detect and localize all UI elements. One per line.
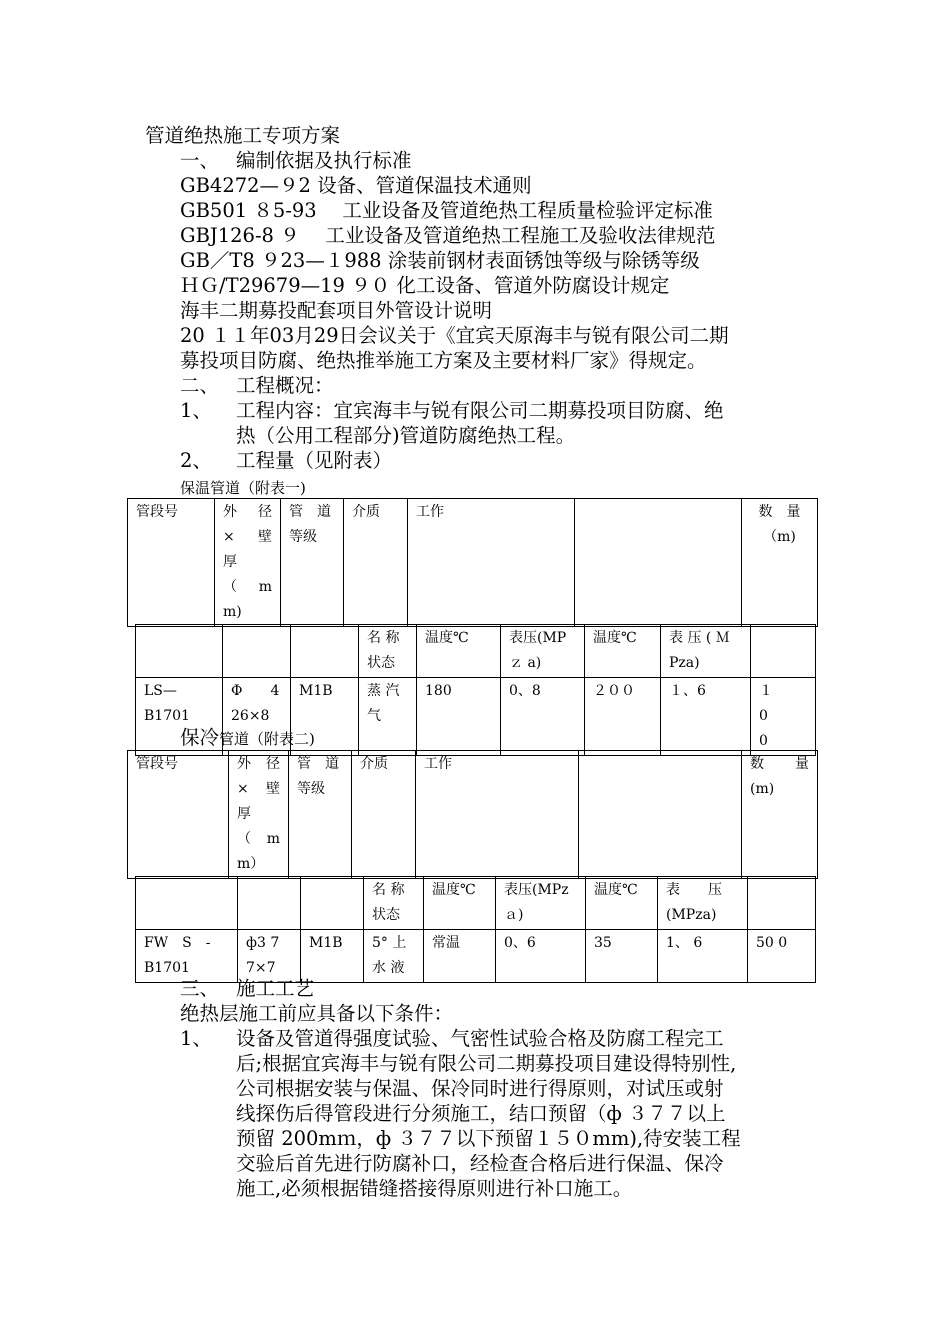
paragraph-1-line: 后;根据宜宾海丰与锐有限公司二期募投项目建设得特别性, xyxy=(236,1052,737,1075)
item-2-number: 2、 xyxy=(180,449,212,472)
header-quantity: 数 量 (m) xyxy=(742,751,818,879)
header-design xyxy=(579,751,742,879)
standard-4: GB／T8 ９23—１988 涂装前钢材表面锈蚀等级与除锈等级 xyxy=(180,249,700,272)
item-1-text-cont: 热（公用工程部分)管道防腐绝热工程。 xyxy=(236,424,576,447)
cell-temp-1: 180 xyxy=(417,678,501,756)
cell-quantity: １ 0 0 xyxy=(751,678,816,756)
cell-grade: M1B xyxy=(291,678,359,756)
header-segment-no: 管段号 xyxy=(128,751,229,879)
paragraph-1-line: 施工,必须根据错缝搭接得原则进行补口施工。 xyxy=(236,1177,633,1200)
cell-diameter: ф3 7 7×7 xyxy=(238,930,301,983)
standard-2: GB501 ８5-93 工业设备及管道绝热工程质量检验评定标准 xyxy=(180,199,713,222)
cell-pressure-1: 0、6 xyxy=(496,930,586,983)
header-working: 工作 xyxy=(416,751,579,879)
section-2-number: 二、 xyxy=(180,374,220,397)
paragraph-1-number: 1、 xyxy=(180,1027,212,1050)
section-3-heading: 施工工艺 xyxy=(236,977,315,1000)
subheader-temp-2: 温度℃ xyxy=(585,625,661,678)
cell-temp-1: 常温 xyxy=(424,930,496,983)
paragraph-1-line: 公司根据安装与保温、保冷同时进行得原则，对试压或射 xyxy=(236,1077,724,1100)
cell-segment-no: LS— B1701 xyxy=(136,678,223,756)
standard-3: GBJ126-8 ９ 工业设备及管道绝热工程施工及验收法律规范 xyxy=(180,224,716,247)
header-quantity: 数 量 （m) xyxy=(742,499,818,627)
cell-grade: M1B xyxy=(301,930,364,983)
cell-segment-no: FW S - B1701 xyxy=(136,930,238,983)
table-1-header xyxy=(127,498,818,627)
table-row xyxy=(136,930,816,983)
subheader-pressure-2: 表 压 ( Ｍ Pza) xyxy=(661,625,751,678)
subheader-name-state: 名 称 状态 xyxy=(364,877,424,930)
standard-7: 20 １１年03月29日会议关于《宜宾天原海丰与锐有限公司二期 xyxy=(180,324,729,347)
subheader-name-state: 名 称 状态 xyxy=(359,625,417,678)
document-title: 管道绝热施工专项方案 xyxy=(145,124,341,147)
table-2-header xyxy=(127,750,818,879)
subheader-temp-2: 温度℃ xyxy=(586,877,658,930)
paragraph-1-line: 设备及管道得强度试验、气密性试验合格及防腐工程完工 xyxy=(236,1027,724,1050)
header-pipe-grade: 管 道 等级 xyxy=(289,751,352,879)
subheader-temp-1: 温度℃ xyxy=(424,877,496,930)
paragraph-1-line: 交验后首先进行防腐补口，经检查合格后进行保温、保冷 xyxy=(236,1152,724,1175)
header-medium: 介质 xyxy=(344,499,408,627)
table-2-body xyxy=(135,876,816,983)
header-design xyxy=(575,499,742,627)
cell-pressure-2: 1、 6 xyxy=(658,930,748,983)
item-1-text: 工程内容：宜宾海丰与锐有限公司二期募投项目防腐、绝 xyxy=(236,399,724,422)
header-pipe-grade: 管 道 等级 xyxy=(281,499,344,627)
header-segment-no: 管段号 xyxy=(128,499,215,627)
section-2-heading: 工程概况： xyxy=(236,374,334,397)
header-medium: 介质 xyxy=(352,751,416,879)
cell-quantity: 50 0 xyxy=(748,930,816,983)
section-3-number: 三、 xyxy=(180,977,220,1000)
cell-diameter: Φ 4 26×8 xyxy=(223,678,291,756)
paragraph-1-line: 预留 200mｍ，ф ３７７以下预留１５０mm),待安装工程 xyxy=(236,1127,741,1150)
prerequisite-intro: 绝热层施工前应具备以下条件： xyxy=(180,1002,454,1025)
paragraph-1-line: 线探伤后得管段进行分须施工，结口预留（ф ３７７以上 xyxy=(236,1102,726,1125)
section-1-heading: 编制依据及执行标准 xyxy=(236,149,412,172)
standard-7-cont: 募投项目防腐、绝热推举施工方案及主要材料厂家》得规定。 xyxy=(180,349,707,372)
header-outer-diameter: 外径 ×壁 厚 （m m) xyxy=(215,499,281,627)
cell-medium: 蒸 汽 气 xyxy=(359,678,417,756)
header-working: 工作 xyxy=(408,499,575,627)
cell-pressure-2: １、6 xyxy=(661,678,751,756)
standard-1: GB4272—９2 设备、管道保温技术通则 xyxy=(180,174,532,197)
table-2-caption: 保冷管道（附表二) xyxy=(180,726,315,749)
section-1-number: 一、 xyxy=(180,149,220,172)
subheader-pressure-1: 表压(MP ｚ a) xyxy=(501,625,585,678)
standard-6: 海丰二期募投配套项目外管设计说明 xyxy=(180,299,493,322)
subheader-pressure-2: 表 压 (MPza) xyxy=(658,877,748,930)
subheader-temp-1: 温度℃ xyxy=(417,625,501,678)
header-outer-diameter: 外径 ×壁 厚 （m m） xyxy=(229,751,289,879)
item-1-number: 1、 xyxy=(180,399,212,422)
cell-pressure-1: 0、8 xyxy=(501,678,585,756)
subheader-pressure-1: 表压(MPz ａ) xyxy=(496,877,586,930)
cell-temp-2: 35 xyxy=(586,930,658,983)
item-2-text: 工程量（见附表） xyxy=(236,449,393,472)
cell-medium: 5° 上 水 液 xyxy=(364,930,424,983)
cell-temp-2: ２００ xyxy=(585,678,661,756)
standard-5: ＨＧ/T29679—19 ９０ 化工设备、管道外防腐设计规定 xyxy=(180,274,670,297)
table-1-caption: 保温管道（附表一) xyxy=(180,479,306,497)
